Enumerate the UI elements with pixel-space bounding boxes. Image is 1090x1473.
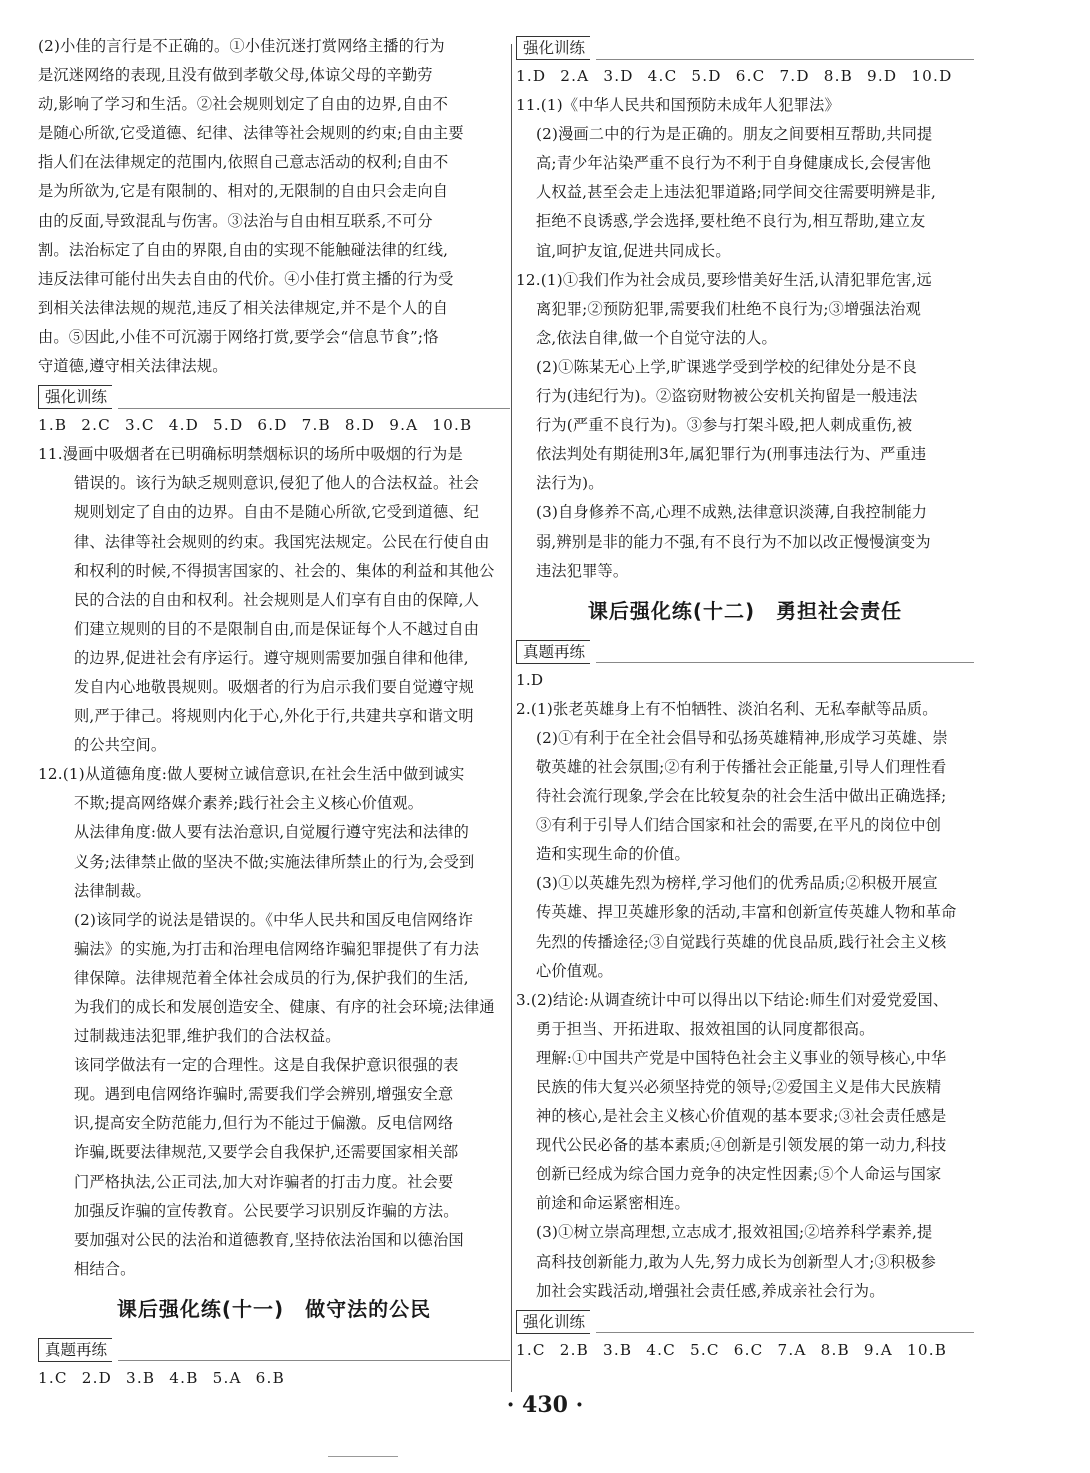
text-line: 不欺;提高网络媒介素养;践行社会主义核心价值观。 <box>74 794 424 813</box>
text-line: 律、法律等社会规则的约束。我国宪法规定。公民在行使自由 <box>74 532 490 551</box>
text-line: 的公共空间。 <box>74 736 167 755</box>
text-line: 民的合法的自由和权利。社会规则是人们享有自由的保障,人 <box>74 590 480 609</box>
text-line: 动,影响了学习和生活。②社会规则划定了自由的边界,自由不 <box>38 95 449 114</box>
text-line: 为我们的成长和发展创造安全、健康、有序的社会环境;法律通 <box>74 998 495 1016</box>
text-line: 发自内心地敬畏规则。吸烟者的行为启示我们要自觉遵守规 <box>74 677 475 696</box>
text-line: 行为(违纪行为)。②盗窃财物被公安机关拘留是一般违法 <box>536 387 918 406</box>
text-line: (3)①树立崇高理想,立志成才,报效祖国;②培养科学素养,提 <box>536 1223 933 1242</box>
section-tag-label: 强化训练 <box>38 385 112 409</box>
text-line: 法律制裁。 <box>74 881 151 900</box>
text-line: 民族的伟大复兴必须坚持党的领导;②爱国主义是伟大民族精 <box>536 1078 942 1096</box>
text-line: 传英雄、捍卫英雄形象的活动,丰富和创新宣传英雄人物和革命 <box>536 903 957 922</box>
text-line: 骗法》的实施,为打击和治理电信网络诈骗犯罪提供了有力法 <box>74 939 480 958</box>
text-line: 由。⑤因此,小佳不可沉溺于网络打赏,要学会“信息节食”;恪 <box>38 327 439 346</box>
text-line: 创新已经成为综合国力竞争的决定性因素;⑤个人命运与国家 <box>536 1165 942 1184</box>
text-line: 要加强对公民的法治和道德教育,坚持依法治国和以德治国 <box>74 1230 464 1249</box>
text-line: 念,依法自律,做一个自觉守法的人。 <box>536 328 777 347</box>
text-line: (2)漫画二中的行为是正确的。朋友之间要相互帮助,共同提 <box>536 125 933 144</box>
text-line: 是为所欲为,它是有限制的、相对的,无限制的自由只会走向自 <box>38 182 449 201</box>
text-line: 和权利的时候,不得损害国家的、社会的、集体的利益和其他公 <box>74 561 495 580</box>
text-line: 离犯罪;②预防犯罪,需要我们杜绝不良行为;③增强法治观 <box>536 299 921 318</box>
text-line: (2)①有利于在全社会倡导和弘扬英雄精神,形成学习英雄、崇 <box>536 728 948 747</box>
section-tag-label: 真题再练 <box>516 640 590 664</box>
text-line: 理解:①中国共产党是中国特色社会主义事业的领导核心,中华 <box>536 1048 947 1067</box>
section-tag-label: 强化训练 <box>516 36 590 60</box>
text-line: 心价值观。 <box>536 961 613 980</box>
text-line: 从法律角度:做人要有法治意识,自觉履行遵守宪法和法律的 <box>74 823 470 842</box>
section-heading: 课后强化练(十一) 做守法的公民 <box>116 1296 432 1321</box>
answer-key-line: 1.B 2.C 3.C 4.D 5.D 6.D 7.B 8.D 9.A 10.B <box>38 416 473 435</box>
text-line: 是随心所欲,它受道德、纪律、法律等社会规则的约束;自由主要 <box>38 124 464 143</box>
text-line: 律保障。法律规范着全体社会成员的行为,保护我们的生活, <box>74 968 469 987</box>
section-tag <box>38 1334 510 1364</box>
answer-key-line: 1.C 2.B 3.B 4.C 5.C 6.C 7.A 8.B 9.A 10.B <box>516 1340 948 1359</box>
text-line: 违法犯罪等。 <box>536 561 629 580</box>
text-line: 过制裁违法犯罪,维护我们的合法权益。 <box>74 1027 341 1046</box>
section-tag <box>516 1306 974 1336</box>
left-column <box>38 32 510 1393</box>
text-line: 3.(2)结论:从调查统计中可以得出以下结论:师生们对爱党爱国、 <box>516 990 949 1009</box>
text-line: (2)小佳的言行是不正确的。①小佳沉迷打赏网络主播的行为 <box>38 37 445 55</box>
text-line: 割。法治标定了自由的界限,自由的实现不能触碰法律的红线, <box>38 240 449 259</box>
text-line: 依法判处有期徒刑3年,属犯罪行为(刑事违法行为、严重违 <box>536 445 927 464</box>
answer-key-line: 1.C 2.D 3.B 4.B 5.A 6.B <box>38 1368 285 1387</box>
text-line: 义务;法律禁止做的坚决不做;实施法律所禁止的行为,会受到 <box>74 852 475 871</box>
text-line: 加社会实践活动,增强社会责任感,养成亲社会行为。 <box>536 1281 885 1300</box>
text-line: 该同学做法有一定的合理性。这是自我保护意识很强的表 <box>74 1056 459 1075</box>
page-number: · 430 · <box>506 1392 584 1418</box>
text-line: 拒绝不良诱惑,学会选择,要杜绝不良行为,相互帮助,建立友 <box>536 212 926 231</box>
text-line: 现。遇到电信网络诈骗时,需要我们学会辨别,增强安全意 <box>74 1085 454 1104</box>
text-line: ③有利于引导人们结合国家和社会的需要,在平凡的岗位中创 <box>536 816 942 835</box>
text-line: (3)自身修养不高,心理不成熟,法律意识淡薄,自我控制能力 <box>536 503 928 522</box>
text-line: 法行为)。 <box>536 474 604 493</box>
text-line: 指人们在法律规定的范围内,依照自己意志活动的权利;自由不 <box>38 153 449 172</box>
text-line: 错误的。该行为缺乏规则意识,侵犯了他人的合法权益。社会 <box>74 474 480 493</box>
text-line: (3)①以英雄先烈为榜样,学习他们的优秀品质;②积极开展宣 <box>536 874 938 893</box>
text-line: 的边界,促进社会有序运行。遵守规则需要加强自律和他律, <box>74 648 469 667</box>
text-line: 诈骗,既要法律规范,又要学会自我保护,还需要国家相关部 <box>74 1143 459 1162</box>
text-line: 敬英雄的社会氛围;②有利于传播社会正能量,引导人们理性看 <box>536 757 947 776</box>
text-line: 识,提高安全防范能力,但行为不能过于偏激。反电信网络 <box>74 1114 454 1133</box>
footer-mark <box>328 1456 398 1463</box>
text-line: 则,严于律己。将规则内化于心,外化于行,共建共享和谐文明 <box>74 707 474 726</box>
text-line: 2.(1)张老英雄身上有不怕牺牲、淡泊名利、无私奉献等品质。 <box>516 699 938 718</box>
text-line: 现代公民必备的基本素质;④创新是引领发展的第一动力,科技 <box>536 1136 947 1155</box>
text-line: 勇于担当、开拓进取、报效祖国的认同度都很高。 <box>536 1019 875 1038</box>
answer-key-line: 1.D 2.A 3.D 4.C 5.D 6.C 7.D 8.B 9.D 10.D <box>516 67 953 85</box>
text-line: 神的核心,是社会主义核心价值观的基本要求;③社会责任感是 <box>536 1107 947 1126</box>
text-line: 1.D <box>516 670 544 689</box>
text-line: 高科技创新能力,敢为人先,努力成长为创新型人才;③积极参 <box>536 1252 937 1271</box>
text-line: 高;青少年沾染严重不良行为不利于自身健康成长,会侵害他 <box>536 154 932 173</box>
text-line: 谊,呵护友谊,促进共同成长。 <box>536 241 731 260</box>
section-tag <box>516 32 974 62</box>
text-line: 11.漫画中吸烟者在已明确标明禁烟标识的场所中吸烟的行为是 <box>38 445 463 464</box>
column-divider <box>511 44 512 1392</box>
text-line: 加强反诈骗的宣传教育。公民要学习识别反诈骗的方法。 <box>74 1201 459 1220</box>
text-line: 规则划定了自由的边界。自由不是随心所欲,它受到道德、纪 <box>74 503 480 522</box>
section-tag <box>516 636 974 666</box>
text-line: 12.(1)①我们作为社会成员,要珍惜美好生活,认清犯罪危害,远 <box>516 270 932 289</box>
text-line: 相结合。 <box>74 1259 136 1278</box>
text-line: 先烈的传播途径;③自觉践行英雄的优良品质,践行社会主义核 <box>536 932 947 951</box>
text-line: (2)①陈某无心上学,旷课逃学受到学校的纪律处分是不良 <box>536 357 918 376</box>
text-line: 守道德,遵守相关法律法规。 <box>38 357 228 376</box>
text-line: 弱,辨别是非的能力不强,有不良行为不加以改正慢慢演变为 <box>536 532 931 551</box>
section-tag-label: 真题再练 <box>38 1338 112 1362</box>
section-tag <box>38 381 510 411</box>
text-line: 造和实现生命的价值。 <box>536 845 690 864</box>
text-line: 是沉迷网络的表现,且没有做到孝敬父母,体谅父母的辛勤劳 <box>38 66 433 85</box>
text-line: 违反法律可能付出失去自由的代价。④小佳打赏主播的行为受 <box>38 269 454 288</box>
text-line: 到相关法律法规的规范,违反了相关法律规定,并不是个人的自 <box>38 298 449 317</box>
text-line: 12.(1)从道德角度:做人要树立诚信意识,在社会生活中做到诚实 <box>38 765 465 784</box>
section-heading: 课后强化练(十二) 勇担社会责任 <box>587 598 903 623</box>
text-line: 由的反面,导致混乱与伤害。③法治与自由相互联系,不可分 <box>38 211 433 230</box>
text-line: 待社会流行现象,学会在比较复杂的社会生活中做出正确选择; <box>536 787 947 806</box>
text-line: 人权益,甚至会走上违法犯罪道路;同学间交往需要明辨是非, <box>536 183 937 202</box>
right-column <box>516 32 974 1365</box>
text-line: (2)该同学的说法是错误的。《中华人民共和国反电信网络诈 <box>74 910 474 929</box>
text-line: 行为(严重不良行为)。③参与打架斗殴,把人刺成重伤,被 <box>536 416 913 435</box>
text-line: 前途和命运紧密相连。 <box>536 1194 690 1213</box>
text-line: 们建立规则的目的不是限制自由,而是保证每个人不越过自由 <box>74 619 480 638</box>
section-tag-label: 强化训练 <box>516 1310 590 1334</box>
text-line: 11.(1)《中华人民共和国预防未成年人犯罪法》 <box>516 96 840 115</box>
text-line: 门严格执法,公正司法,加大对诈骗者的打击力度。社会要 <box>74 1172 454 1191</box>
